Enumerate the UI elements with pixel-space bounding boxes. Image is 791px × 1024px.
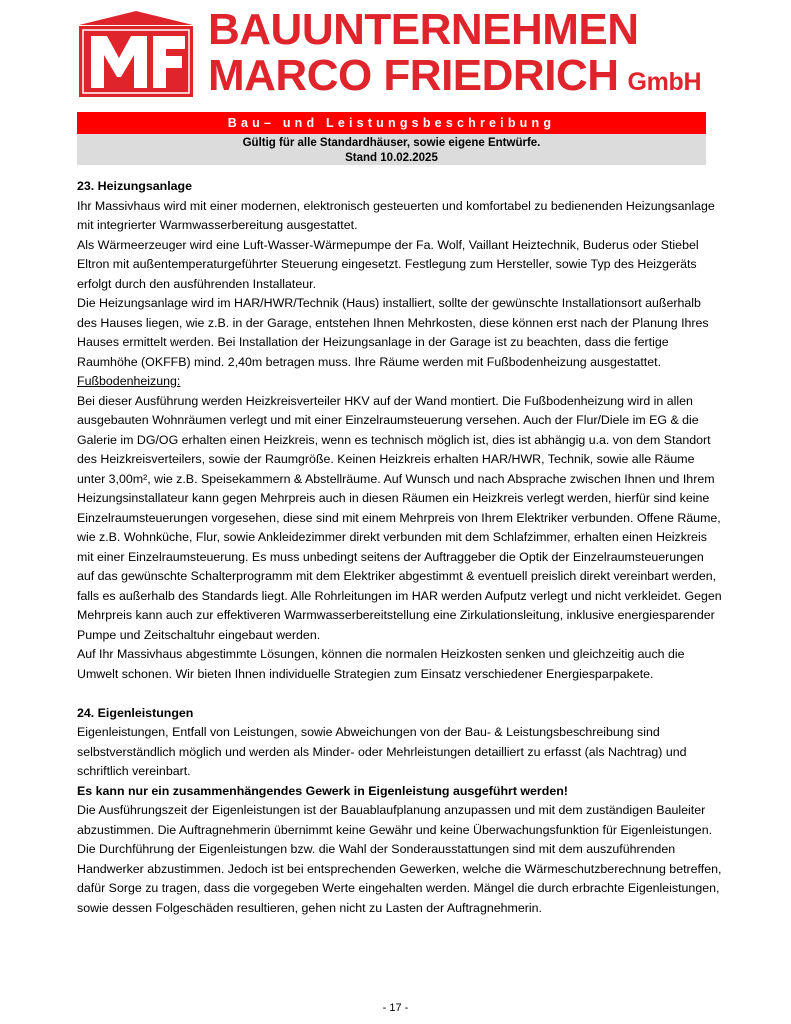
company-letterhead	[77, 5, 706, 105]
subsection-heading-fussbodenheizung: Fußbodenheizung:	[77, 374, 181, 388]
document-title-banner: Bau– und Leistungsbeschreibung	[77, 112, 706, 134]
company-legal-suffix: GmbH	[627, 68, 702, 96]
paragraph: Auf Ihr Massivhaus abgestimmte Lösungen, können die normalen Heizkosten senken und gleichzeitig auch die Umwelt schonen. Wir bieten Ihnen individuelle Strategien zum Einsatz verschiedener Energiesparpakete.	[77, 647, 685, 681]
validity-note: Gültig für alle Standardhäuser, sowie eigene Entwürfe.	[242, 137, 541, 149]
section-eigenleistungen	[77, 704, 723, 919]
section-heading: 23. Heizungsanlage	[77, 179, 192, 193]
company-name-line-2: MARCO FRIEDRICH	[208, 51, 619, 100]
mf-house-logo-icon	[77, 11, 195, 97]
document-subtitle-banner	[77, 134, 706, 165]
paragraph: Ihr Massivhaus wird mit einer modernen, elektronisch gesteuerten und komfortabel zu bedienenden Heizungsanlage mit integrierter Warmwasserbereitung ausgestattet.	[77, 198, 715, 232]
paragraph: Die Ausführungszeit der Eigenleistungen ist der Bauablaufplanung anzupassen und mit dem zuständigen Bauleiter abzustimmen. Die Auftragnehmerin übernimmt keine Gewähr und keine Überwachungsfunktion für Eigenleistungen. Die Durchführung der Eigenleistungen bzw. die Wahl der Sonderausstattungen sind mit dem auszuführenden Handwerker abzustimmen. Jedoch ist bei entsprechenden Gewerken, welche die Wärmeschutzberechnung betreffen, dafür Sorge zu tragen, dass die vorgegeben Werte eingehalten werden. Mängel die durch erbrachte Eigenleistungen, sowie dessen Folgeschäden resultieren, gehen nicht zu Lasten der Auftragnehmerin.	[77, 803, 722, 915]
paragraph-emphasis: Es kann nur ein zusammenhängendes Gewerk in Eigenleistung ausgeführt werden!	[77, 783, 568, 798]
section-heading: 24. Eigenleistungen	[77, 705, 194, 720]
company-name-line-1: BAUUNTERNEHMEN	[208, 5, 639, 54]
section-spacer	[77, 684, 723, 704]
section-heizungsanlage	[77, 177, 723, 684]
paragraph: Eigenleistungen, Entfall von Leistungen, sowie Abweichungen von der Bau- & Leistungsbeschreibung sind selbstverständlich möglich und werden als Minder- oder Mehrleistungen detailliert zu erfasst (als Nachtrag) und schriftlich vereinbart.	[77, 725, 687, 778]
revision-date: Stand 10.02.2025	[345, 152, 438, 164]
paragraph: Bei dieser Ausführung werden Heizkreisverteiler HKV auf der Wand montiert. Die Fußbodenheizung wird in allen ausgebauten Wohnräumen verlegt und mit einer Einzelraumsteuerung versehen. Auch der Flur/Diele im EG & die Galerie im DG/OG erhalten einen Heizkreis, wenn es technisch möglich ist, dies ist abhängig u.a. von dem Standort des Heizkreisverteilers, sowie der Raumgröße. Keinen Heizkreis erhalten HAR/HWR, Technik, sowie alle Räume unter 3,00m², wie z.B. Speisekammern & Abstellräume. Auf Wunsch und nach Absprache zwischen Ihnen und Ihrem Heizungsinstallateur kann gegen Mehrpreis auch in diesen Räumen ein Heizkreis verlegt werden, hierfür sind keine Einzelraumsteuerungen vorgesehen, diese sind mit einem Mehrpreis von Ihrem Elektriker verbunden. Offene Räume, wie z.B. Wohnküche, Flur, sowie Ankleidezimmer direkt verbunden mit dem Schlafzimmer, erhalten einen Heizkreis mit einer Einzelraumsteuerung. Es muss unbedingt seitens der Auftraggeber die Optik der Einzelraumsteuerungen auf das gewünschte Schalterprogramm mit dem Elektriker abgestimmt & eventuell preislich direkt vereinbart werden, falls es außerhalb des Standards liegt. Alle Rohrleitungen im HAR werden Aufputz verlegt und nicht verkleidet. Gegen Mehrpreis kann auch zur effektiveren Warmwasserbereitstellung eine Zirkulationsleitung, inklusive energiesparender Pumpe und Zeitschaltuhr eingebaut werden.	[77, 393, 722, 642]
company-wordmark	[208, 5, 706, 103]
paragraph: Als Wärmeerzeuger wird eine Luft-Wasser-Wärmepumpe der Fa. Wolf, Vaillant Heiztechnik, Buderus oder Stiebel Eltron mit außentemperaturgeführter Steuerung eingesetzt. Festlegung zum Hersteller, sowie Typ des Heizgeräts erfolgt durch den ausführenden Installateur.	[77, 237, 699, 291]
company-name-line-2-row	[208, 53, 701, 105]
page-number-footer: - 17 -	[382, 1002, 409, 1014]
document-body	[77, 177, 723, 918]
paragraph: Die Heizungsanlage wird im HAR/HWR/Technik (Haus) installiert, sollte der gewünschte Installationsort außerhalb des Hauses liegen, wie z.B. in der Garage, entstehen Ihnen Mehrkosten, diese können erst nach der Planung Ihres Hauses ermittelt werden. Bei Installation der Heizungsanlage in der Garage ist zu beachten, dass die fertige Raumhöhe (OKFFB) mind. 2,40m betragen muss. Ihre Räume werden mit Fußbodenheizung ausgestattet.	[77, 296, 709, 369]
